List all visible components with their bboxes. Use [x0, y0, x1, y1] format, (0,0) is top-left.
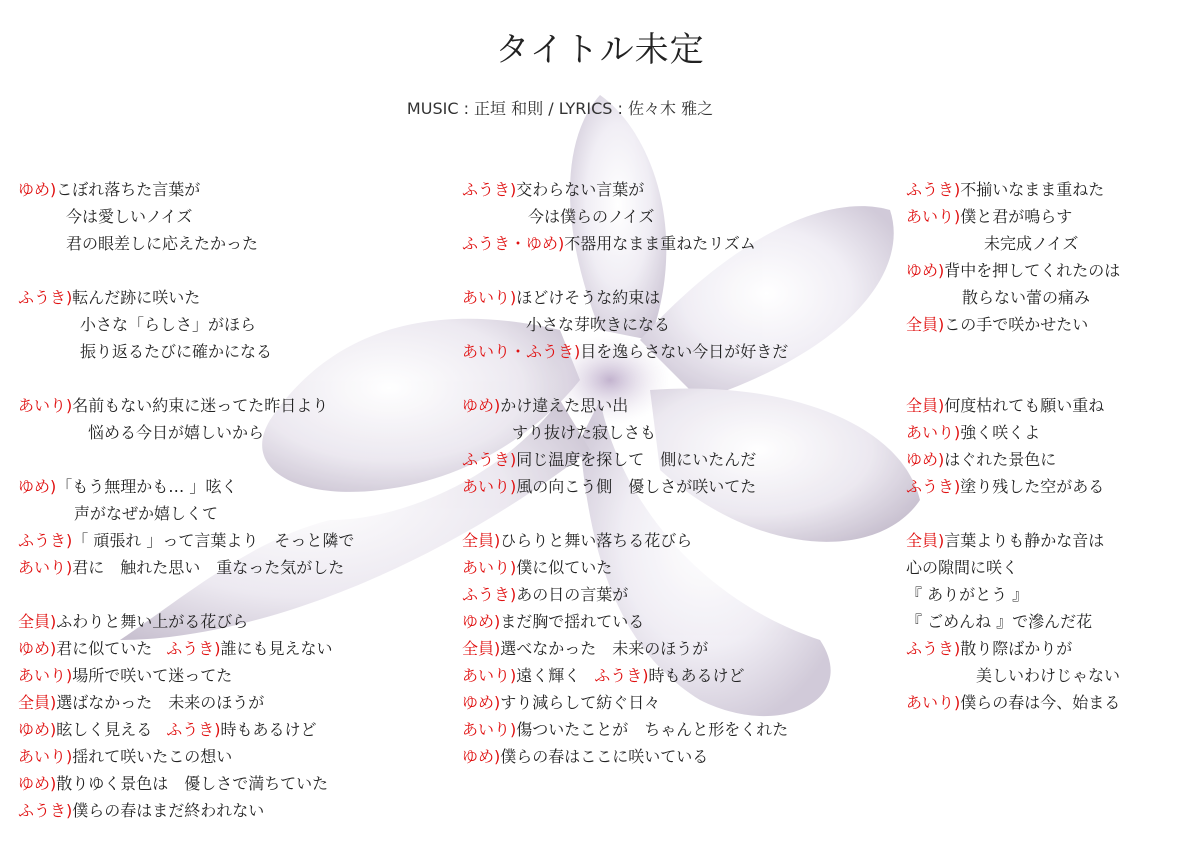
- lyric-line: [462, 284, 892, 311]
- lyric-text: 僕らの春は今、始まる: [960, 693, 1121, 712]
- stanza-gap: [18, 257, 448, 284]
- stanza-gap: [906, 500, 1196, 527]
- speaker-label: 全員): [462, 639, 501, 658]
- lyric-text: 散りゆく景色は 優しさで満ちていた: [56, 774, 329, 793]
- lyric-line: [462, 608, 892, 635]
- speaker-label: ゆめ): [18, 180, 57, 199]
- lyric-text: 僕と君が鳴らす: [960, 207, 1073, 226]
- speaker-label: ゆめ): [906, 450, 945, 469]
- lyric-text: かけ違えた思い出: [500, 396, 629, 415]
- lyric-line: [906, 581, 1196, 608]
- speaker-label: 全員): [906, 315, 945, 334]
- lyric-line: [462, 581, 892, 608]
- lyric-line: [462, 662, 892, 689]
- lyric-text: 強く咲くよ: [960, 423, 1041, 442]
- lyric-line: [462, 203, 892, 230]
- lyric-line: [18, 473, 448, 500]
- lyric-line: [18, 284, 448, 311]
- lyric-line: [462, 554, 892, 581]
- speaker-label: あいり): [906, 693, 961, 712]
- stanza-gap: [18, 446, 448, 473]
- lyric-line: [18, 311, 448, 338]
- lyric-line: [462, 392, 892, 419]
- speaker-label: ゆめ): [906, 261, 945, 280]
- lyric-line: [18, 527, 448, 554]
- stanza-gap: [462, 500, 892, 527]
- lyric-text: すり抜けた寂しさも: [512, 423, 657, 442]
- lyric-text: 不器用なまま重ねたリズム: [564, 234, 756, 253]
- speaker-label: 全員): [18, 693, 57, 712]
- lyric-text: 遠く輝く: [516, 666, 581, 685]
- speaker-label: あいり): [18, 396, 73, 415]
- lyric-text: まだ胸で揺れている: [500, 612, 645, 631]
- lyric-line: [18, 689, 448, 716]
- lyric-text: 時もあるけど: [648, 666, 745, 685]
- stanza-gap: [462, 365, 892, 392]
- lyric-line: [18, 500, 448, 527]
- speaker-label: ゆめ): [462, 612, 501, 631]
- lyric-line: [906, 473, 1196, 500]
- lyric-line: [18, 608, 448, 635]
- lyric-text: 塗り残した空がある: [960, 477, 1105, 496]
- speaker-label: ゆめ): [18, 720, 57, 739]
- lyric-text: 僕らの春はここに咲いている: [500, 747, 709, 766]
- lyric-line: [906, 554, 1196, 581]
- lyric-text: 眩しく見える: [56, 720, 153, 739]
- lyric-text: 今は愛しいノイズ: [66, 207, 193, 226]
- lyric-line: [462, 716, 892, 743]
- speaker-label: あいり): [18, 558, 73, 577]
- speaker-label: あいり): [906, 207, 961, 226]
- lyric-text: 小さな芽吹きになる: [526, 315, 671, 334]
- stanza-gap: [906, 338, 1196, 365]
- lyric-text: 『 ありがとう 』: [906, 585, 1029, 604]
- lyric-text: 僕に似ていた: [516, 558, 613, 577]
- lyric-text: 背中を押してくれたのは: [944, 261, 1121, 280]
- lyric-line: [462, 743, 892, 770]
- lyric-text: 時もあるけど: [220, 720, 317, 739]
- speaker-label: ゆめ): [18, 774, 57, 793]
- speaker-label: あいり): [462, 477, 517, 496]
- lyric-text: 声がなぜか嬉しくて: [74, 504, 219, 523]
- speaker-label: あいり): [462, 288, 517, 307]
- lyric-text: ほどけそうな約束は: [516, 288, 661, 307]
- lyric-text: 傷ついたことが ちゃんと形をくれた: [516, 720, 789, 739]
- speaker-label: ゆめ): [18, 477, 57, 496]
- lyric-line: [906, 527, 1196, 554]
- lyric-text: 転んだ跡に咲いた: [72, 288, 201, 307]
- lyric-line: [18, 230, 448, 257]
- speaker-label: ふうき): [906, 639, 961, 658]
- speaker-label: ふうき): [166, 720, 221, 739]
- speaker-label: あいり): [462, 666, 517, 685]
- lyric-text: 「 頑張れ 」って言葉より そっと隣で: [72, 531, 355, 550]
- lyric-text: 交わらない言葉が: [516, 180, 645, 199]
- speaker-label: ふうき): [462, 450, 517, 469]
- speaker-label: ふうき): [906, 477, 961, 496]
- speaker-label: あいり): [462, 558, 517, 577]
- speaker-label: ふうき): [462, 585, 517, 604]
- lyric-text: 不揃いなまま重ねた: [960, 180, 1105, 199]
- speaker-label: ゆめ): [462, 747, 501, 766]
- lyric-text: 小さな「らしさ」がほら: [80, 315, 257, 334]
- lyric-line: [18, 176, 448, 203]
- stanza-gap: [18, 581, 448, 608]
- lyric-text: 誰にも見えない: [220, 639, 333, 658]
- lyric-text: はぐれた景色に: [944, 450, 1057, 469]
- speaker-label: あいり): [462, 720, 517, 739]
- speaker-label: ふうき): [18, 801, 73, 820]
- speaker-label: ゆめ): [18, 639, 57, 658]
- lyric-line: [906, 230, 1196, 257]
- lyric-line: [18, 743, 448, 770]
- lyric-line: [18, 716, 448, 743]
- lyric-text: 揺れて咲いたこの想い: [72, 747, 233, 766]
- lyric-line: [462, 230, 892, 257]
- speaker-label: 全員): [906, 531, 945, 550]
- speaker-label: ふうき・ゆめ): [462, 234, 565, 253]
- speaker-label: ふうき): [166, 639, 221, 658]
- lyric-text: 散らない蕾の痛み: [962, 288, 1091, 307]
- speaker-label: ふうき): [906, 180, 961, 199]
- lyric-text: 選ばなかった 未来のほうが: [56, 693, 265, 712]
- lyric-text: 今は僕らのノイズ: [528, 207, 655, 226]
- lyric-line: [18, 770, 448, 797]
- lyric-text: 場所で咲いて迷ってた: [72, 666, 233, 685]
- lyric-line: [462, 446, 892, 473]
- lyric-text: こぼれ落ちた言葉が: [56, 180, 201, 199]
- speaker-label: ふうき): [18, 531, 73, 550]
- lyric-text: 君に 触れた思い 重なった気がした: [72, 558, 345, 577]
- speaker-label: あいり・ふうき): [462, 342, 581, 361]
- lyric-text: 何度枯れても願い重ね: [944, 396, 1105, 415]
- stanza-gap: [18, 365, 448, 392]
- speaker-label: ふうき): [594, 666, 649, 685]
- lyric-line: [462, 419, 892, 446]
- lyric-text: ひらりと舞い落ちる花びら: [500, 531, 693, 550]
- lyric-line: [906, 176, 1196, 203]
- lyric-line: [906, 257, 1196, 284]
- lyric-line: [18, 662, 448, 689]
- lyric-text: 目を逸らさない今日が好きだ: [580, 342, 789, 361]
- lyric-text: ふわりと舞い上がる花びら: [56, 612, 249, 631]
- speaker-label: あいり): [18, 666, 73, 685]
- lyric-line: [462, 473, 892, 500]
- lyric-line: [906, 311, 1196, 338]
- lyric-line: [18, 338, 448, 365]
- lyric-line: [906, 392, 1196, 419]
- speaker-label: ふうき): [18, 288, 73, 307]
- lyric-line: [906, 608, 1196, 635]
- speaker-label: 全員): [906, 396, 945, 415]
- lyric-text: 風の向こう側 優しさが咲いてた: [516, 477, 757, 496]
- lyric-text: 心の隙間に咲く: [906, 558, 1019, 577]
- lyric-text: 悩める今日が嬉しいから: [88, 423, 265, 442]
- lyric-line: [462, 311, 892, 338]
- lyric-line: [906, 419, 1196, 446]
- lyric-text: 「もう無理かも… 」呟く: [56, 477, 238, 496]
- stanza-gap: [462, 257, 892, 284]
- lyric-text: 言葉よりも静かな音は: [944, 531, 1105, 550]
- speaker-label: あいり): [906, 423, 961, 442]
- lyric-line: [18, 797, 448, 824]
- lyrics-column-1: [18, 176, 448, 824]
- speaker-label: ゆめ): [462, 693, 501, 712]
- speaker-label: ゆめ): [462, 396, 501, 415]
- page-title: タイトル未定: [495, 30, 705, 70]
- lyric-text: 君の眼差しに応えたかった: [66, 234, 259, 253]
- speaker-label: あいり): [18, 747, 73, 766]
- lyric-line: [906, 446, 1196, 473]
- lyric-text: 僕らの春はまだ終われない: [72, 801, 265, 820]
- lyric-text: 君に似ていた: [56, 639, 153, 658]
- lyric-text: 同じ温度を探して 側にいたんだ: [516, 450, 757, 469]
- lyric-text: 選べなかった 未来のほうが: [500, 639, 709, 658]
- lyric-line: [462, 527, 892, 554]
- lyric-text: 美しいわけじゃない: [976, 666, 1121, 685]
- lyric-line: [906, 284, 1196, 311]
- lyric-text: 未完成ノイズ: [984, 234, 1079, 253]
- credits-line: MUSIC : 正垣 和則 / LYRICS : 佐々木 雅之: [406, 99, 714, 118]
- lyric-line: [18, 419, 448, 446]
- lyric-line: [906, 203, 1196, 230]
- lyric-line: [462, 689, 892, 716]
- lyric-text: 散り際ばかりが: [960, 639, 1073, 658]
- lyric-line: [462, 176, 892, 203]
- lyric-text: この手で咲かせたい: [944, 315, 1089, 334]
- lyric-text: すり減らして紡ぐ日々: [500, 693, 661, 712]
- lyric-text: 名前もない約束に迷ってた昨日より: [72, 396, 329, 415]
- lyric-line: [18, 554, 448, 581]
- speaker-label: 全員): [18, 612, 57, 631]
- stanza-gap: [906, 365, 1196, 392]
- speaker-label: 全員): [462, 531, 501, 550]
- lyric-line: [906, 689, 1196, 716]
- lyric-line: [462, 338, 892, 365]
- lyric-line: [18, 203, 448, 230]
- lyric-text: あの日の言葉が: [516, 585, 629, 604]
- lyric-text: 振り返るたびに確かになる: [80, 342, 273, 361]
- lyric-line: [18, 392, 448, 419]
- lyrics-column-3: [906, 176, 1196, 716]
- lyric-line: [906, 635, 1196, 662]
- lyrics-column-2: [462, 176, 892, 770]
- lyric-text: 『 ごめんね 』で滲んだ花: [906, 612, 1093, 631]
- lyric-line: [462, 635, 892, 662]
- lyric-line: [906, 662, 1196, 689]
- speaker-label: ふうき): [462, 180, 517, 199]
- lyric-line: [18, 635, 448, 662]
